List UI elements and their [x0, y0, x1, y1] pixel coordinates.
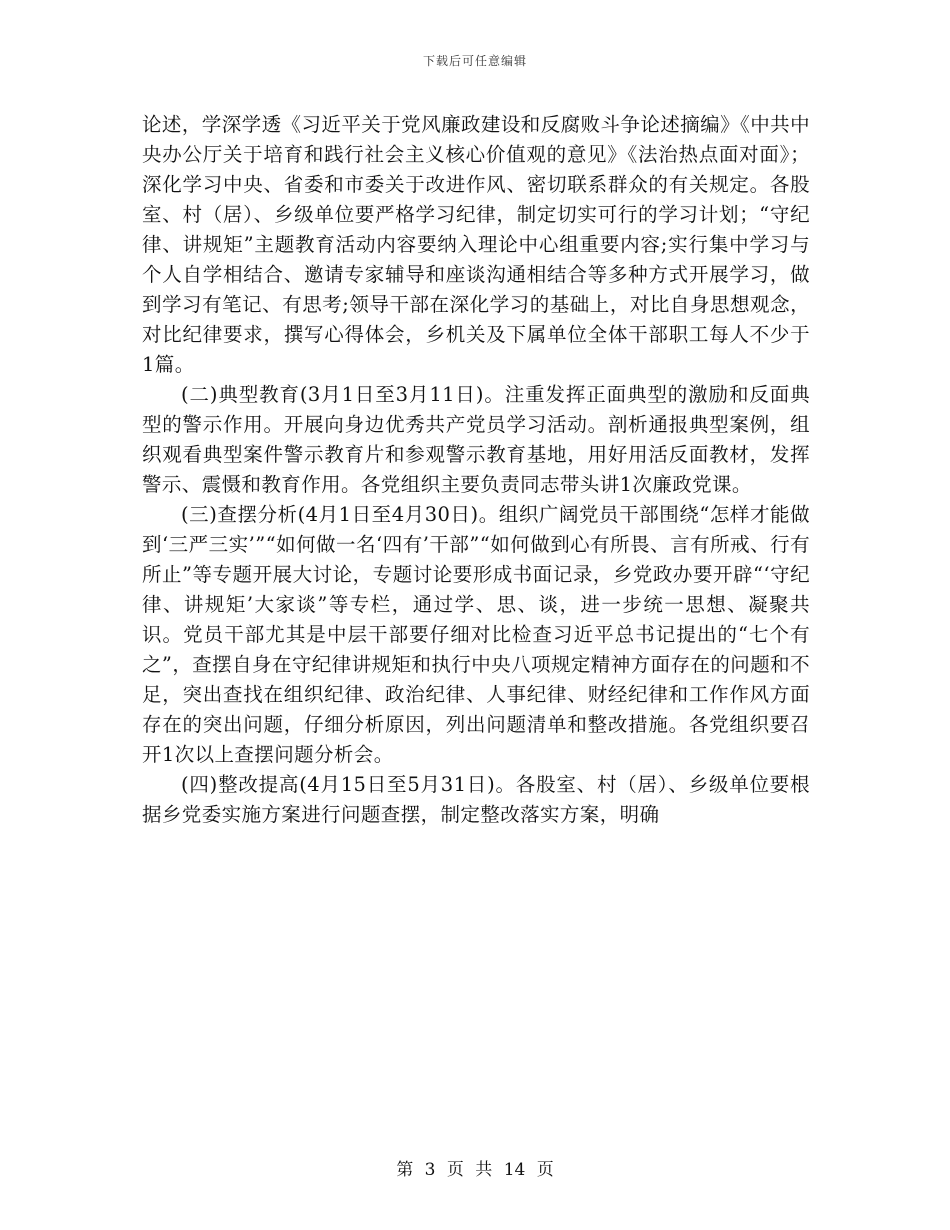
paragraph-typical-education: (二)典型教育(3月1日至3月11日)。注重发挥正面典型的激励和反面典型的警示作用。开展向身边优秀共产党员学习活动。剖析通报典型案例，组织观看典型案件警示教育片和参观警示教育基地，用好用活反面教材，发挥警示、震慑和教育作用。各党组织主要负责同志带头讲1次廉政党课。: [142, 383, 810, 496]
paragraph-rectification: (四)整改提高(4月15日至5月31日)。各股室、村（居）、乡级单位要根据乡党委实施方案进行问题查摆，制定整改落实方案，明确: [142, 773, 810, 826]
page-header: 下载后可任意编辑: [422, 54, 527, 68]
document-body: [142, 110, 810, 830]
paragraph-continuation: 论述，学深学透《习近平关于党风廉政建设和反腐败斗争论述摘编》《中共中央办公厅关于培育和践行社会主义核心价值观的意见》《法治热点面对面》；深化学习中央、省委和市委关于改进作风、密切联系群众的有关规定。各股室、村（居）、乡级单位要严格学习纪律，制定切实可行的学习计划；“守纪律、讲规矩”主题教育活动内容要纳入理论中心组重要内容;实行集中学习与个人自学相结合、邀请专家辅导和座谈沟通相结合等多种方式开展学习，做到学习有笔记、有思考;领导干部在深化学习的基础上，对比自身思想观念，对比纪律要求，撰写心得体会，乡机关及下属单位全体干部职工每人不少于1篇。: [142, 113, 810, 376]
page-footer: 第 3 页 共 14 页: [396, 1160, 554, 1180]
paragraph-investigation-analysis: (三)查摆分析(4月1日至4月30日)。组织广阔党员干部围绕“怎样才能做到‘三严三实’”“如何做一名‘四有’干部”“如何做到心有所畏、言有所戒、行有所止”等专题开展大讨论，专题讨论要形成书面记录，乡党政办要开辟“‘守纪律、讲规矩’大家谈”等专栏，通过学、思、谈，进一步统一思想、凝聚共识。党员干部尤其是中层干部要仔细对比检查习近平总书记提出的“七个有之”，查摆自身在守纪律讲规矩和执行中央八项规定精神方面存在的问题和不足，突出查找在组织纪律、政治纪律、人事纪律、财经纪律和工作作风方面存在的突出问题，仔细分析原因，列出问题清单和整改措施。各党组织要召开1次以上查摆问题分析会。: [142, 503, 810, 766]
